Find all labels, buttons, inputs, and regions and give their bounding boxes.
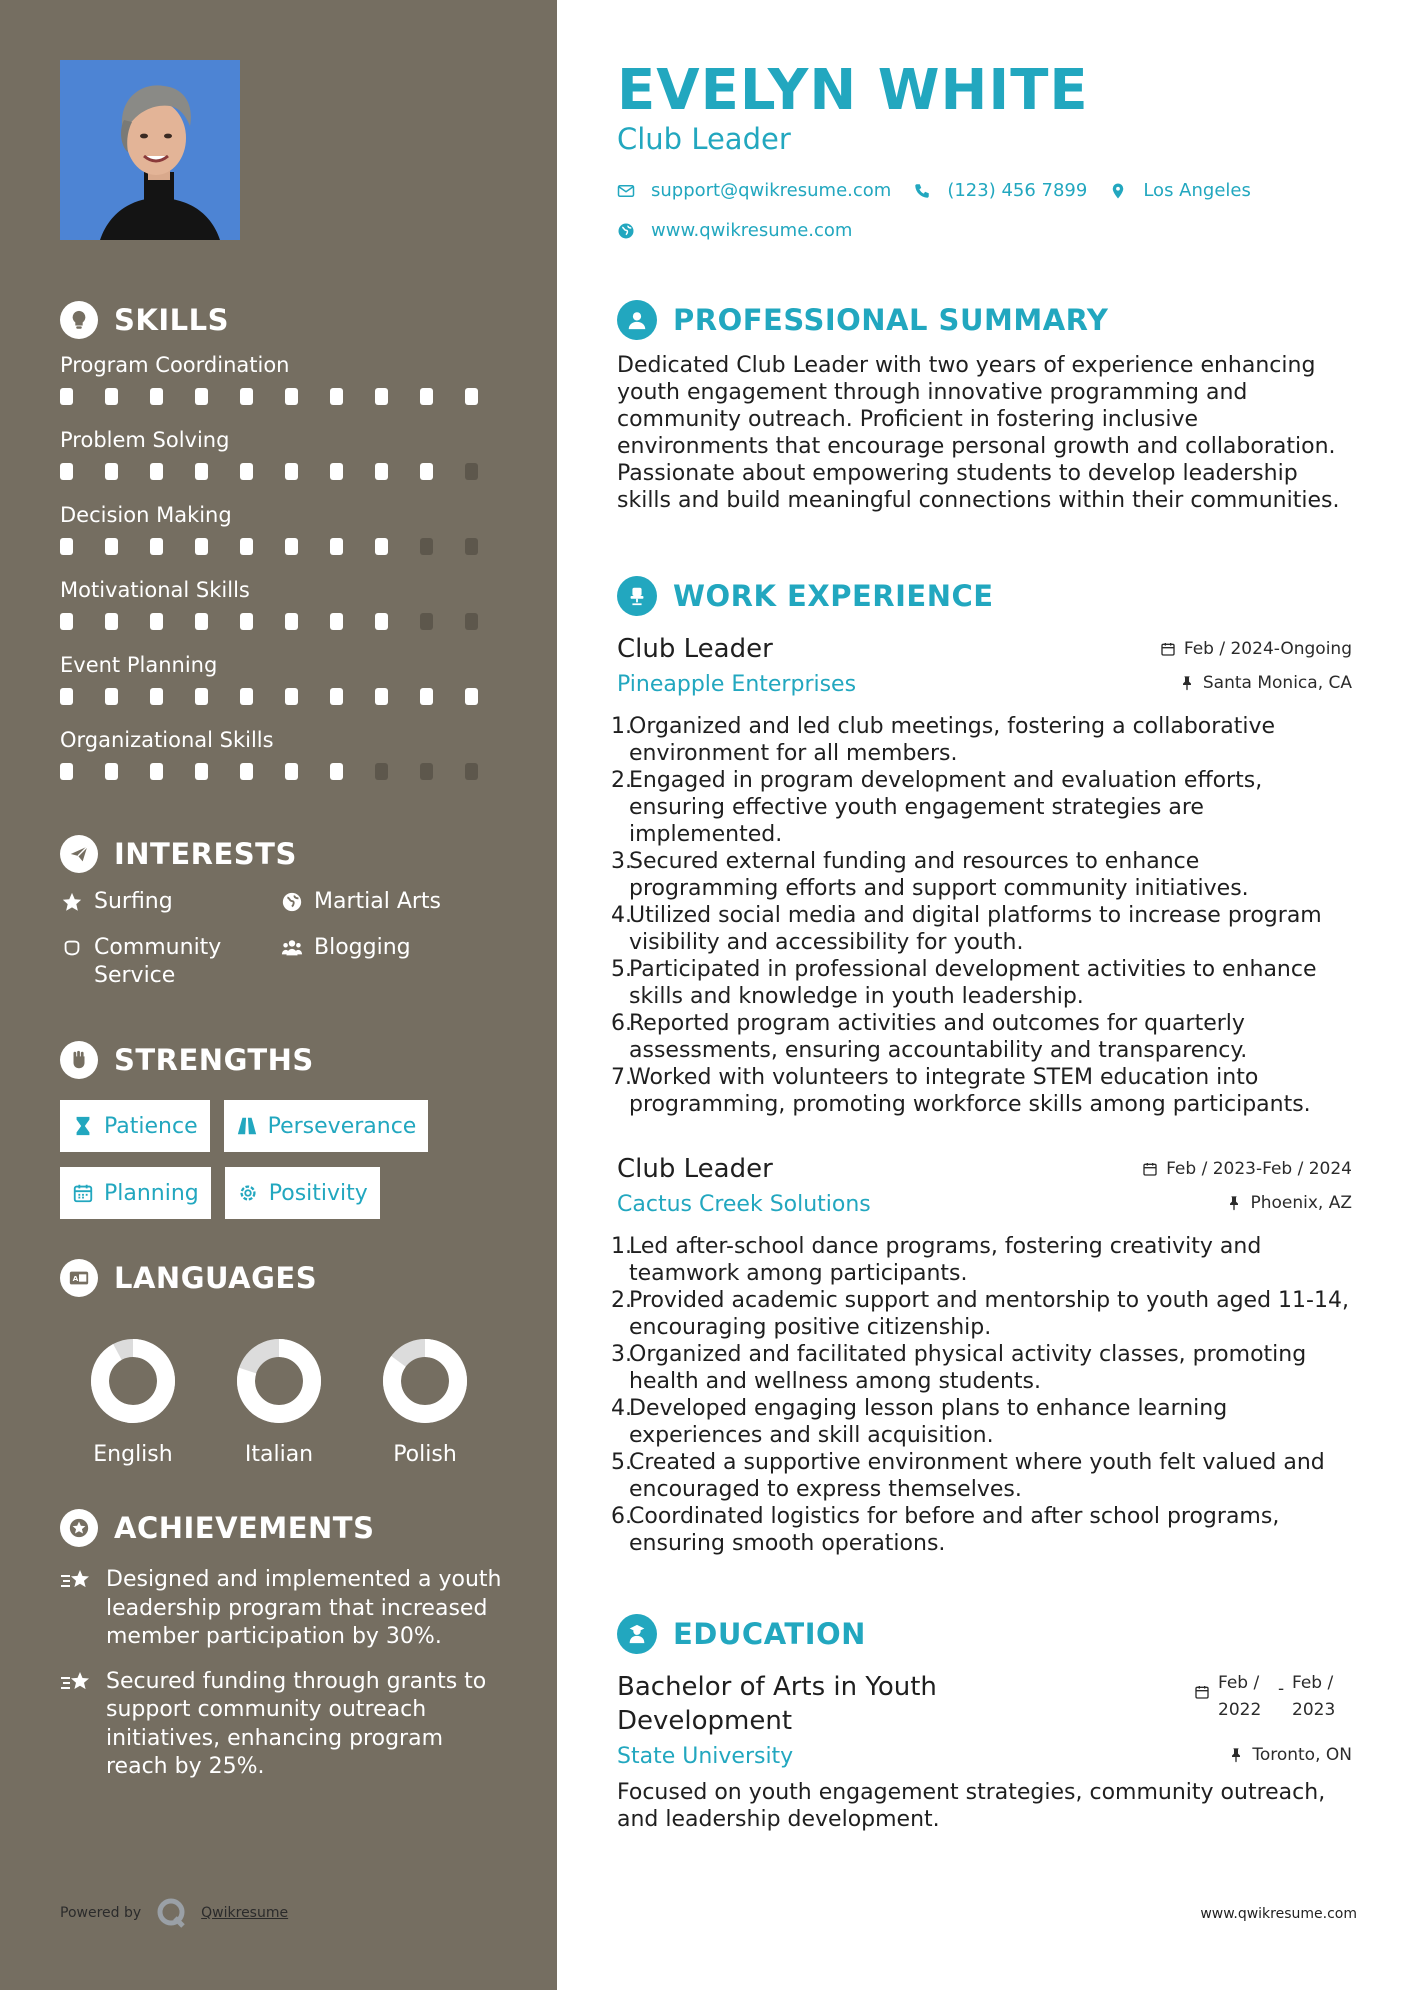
graduation-icon — [617, 1614, 657, 1654]
achievement-text: Secured funding through grants to support community outreach initiatives, enhancing program reach by 25%. — [106, 1668, 487, 1779]
globe-icon — [280, 888, 304, 916]
strength-chip — [60, 1167, 211, 1219]
job-dates-text: Feb / 2024-Ongoing — [1183, 639, 1352, 659]
bullet-number: 1. — [611, 1234, 632, 1259]
bullet-text: Developed engaging lesson plans to enhance learning experiences and skill acquisition. — [629, 1396, 1228, 1448]
bullet-number: 5. — [611, 1450, 632, 1475]
sidebar — [0, 0, 557, 1990]
education-end-month: Feb / — [1292, 1673, 1334, 1693]
bullet-number: 3. — [611, 1342, 632, 1367]
language-name: Polish — [393, 1442, 457, 1467]
skill-rating — [60, 388, 510, 405]
education-end-year: 2023 — [1292, 1700, 1336, 1720]
rating-dot-filled — [420, 388, 433, 405]
skill-name: Decision Making — [60, 503, 232, 527]
date-separator: - — [1278, 1679, 1285, 1699]
powered-by — [60, 1896, 288, 1930]
rating-dot-empty — [465, 613, 478, 630]
rating-dot-empty — [420, 538, 433, 555]
skill-name: Program Coordination — [60, 353, 290, 377]
job-location — [1179, 673, 1352, 693]
skill-rating — [60, 763, 510, 780]
users-icon — [280, 934, 304, 962]
footer-url[interactable]: www.qwikresume.com — [1200, 1906, 1357, 1922]
job-bullet — [611, 1341, 1352, 1395]
bullet-number: 6. — [611, 1011, 632, 1036]
rating-dot-filled — [105, 538, 118, 555]
rating-dot-filled — [330, 538, 343, 555]
bullet-number: 7. — [611, 1065, 632, 1090]
location-text: Los Angeles — [1143, 180, 1251, 201]
skills-header — [60, 300, 510, 340]
job-bullet — [611, 1449, 1352, 1503]
interests-title: INTERESTS — [114, 837, 297, 871]
bullet-number: 4. — [611, 1396, 632, 1421]
bullet-number: 2. — [611, 768, 632, 793]
gear-icon — [237, 1182, 259, 1204]
contact-row — [617, 180, 1251, 201]
rating-dot-empty — [465, 763, 478, 780]
bullet-text: Organized and facilitated physical activity classes, promoting health and wellness among students. — [629, 1342, 1307, 1394]
job-title-row — [617, 1154, 1352, 1184]
rating-dot-filled — [240, 688, 253, 705]
bullet-text: Engaged in program development and evaluation efforts, ensuring effective youth engagement strategies are implemented. — [629, 768, 1263, 847]
svg-text:A: A — [72, 1274, 79, 1284]
summary-text: Dedicated Club Leader with two years of experience enhancing youth engagement through innovative programming and community outreach. Proficient in fostering inclusive environments that encourage personal growth and collaboration. Passionate about empowering students to develop leadership skills and build meaningful connections within their communities. — [617, 353, 1340, 513]
job-bullet — [611, 1395, 1352, 1449]
school-name: State University — [617, 1744, 794, 1769]
jobs-list — [611, 634, 1352, 1557]
calendar-icon — [1160, 641, 1176, 657]
paper-plane-icon — [60, 835, 98, 873]
skills-title: SKILLS — [114, 303, 229, 337]
rating-dot-filled — [60, 538, 73, 555]
profile-photo — [60, 60, 240, 240]
qwikresume-logo-icon — [155, 1896, 189, 1930]
job-bullet — [611, 1287, 1352, 1341]
education-section — [617, 1612, 1352, 1833]
bullet-text: Organized and led club meetings, fostering a collaborative environment for all members. — [629, 714, 1276, 766]
skill-rating — [60, 613, 510, 630]
rating-dot-filled — [105, 463, 118, 480]
job-title-row — [617, 634, 1352, 664]
skill-item — [60, 575, 510, 650]
interest-label: Martial Arts — [314, 889, 442, 914]
job-bullet — [611, 713, 1352, 767]
pushpin-icon — [1179, 675, 1195, 691]
bullet-text: Utilized social media and digital platforms to increase program visibility and accessibility for youth. — [629, 903, 1322, 955]
bullet-text: Led after-school dance programs, fostering creativity and teamwork among participants. — [629, 1234, 1262, 1286]
rating-dot-filled — [375, 388, 388, 405]
education-start — [1218, 1670, 1278, 1724]
phone-icon — [913, 182, 931, 200]
bullet-text: Secured external funding and resources to enhance programming efforts and support community initiatives. — [629, 849, 1249, 901]
summary-section — [617, 298, 1352, 514]
rating-dot-empty — [420, 763, 433, 780]
skill-name: Motivational Skills — [60, 578, 250, 602]
rating-dot-filled — [105, 613, 118, 630]
rating-dot-filled — [150, 613, 163, 630]
bullet-text: Participated in professional development activities to enhance skills and knowledge in youth leadership. — [629, 957, 1317, 1009]
hourglass-icon — [72, 1115, 94, 1137]
star-icon — [60, 888, 84, 916]
job-location — [1226, 1193, 1352, 1213]
bullet-text: Coordinated logistics for before and after school programs, ensuring smooth operations. — [629, 1504, 1280, 1556]
rating-dot-filled — [60, 688, 73, 705]
job-bullet — [611, 1064, 1352, 1118]
degree-line-2: Development — [617, 1706, 793, 1736]
strength-label: Perseverance — [267, 1113, 417, 1139]
skills-list — [60, 350, 510, 800]
summary-header — [617, 298, 1352, 342]
strength-chip — [60, 1100, 210, 1152]
job-bullet — [611, 956, 1352, 1010]
job-bullet — [611, 1010, 1352, 1064]
job-title: Club Leader — [617, 634, 773, 664]
education-location-text: Toronto, ON — [1252, 1745, 1352, 1765]
strength-label: Positivity — [268, 1180, 368, 1206]
experience-section — [611, 574, 1352, 1557]
job-location-text: Santa Monica, CA — [1202, 673, 1352, 693]
rating-dot-filled — [285, 688, 298, 705]
fist-icon — [60, 1041, 98, 1079]
interest-label: Surfing — [94, 889, 173, 914]
rating-dot-filled — [195, 463, 208, 480]
website-link[interactable]: www.qwikresume.com — [651, 220, 853, 241]
job-entry — [611, 634, 1352, 1118]
job-dates — [1142, 1159, 1352, 1179]
rating-dot-filled — [150, 763, 163, 780]
education-start-year: 2022 — [1218, 1700, 1262, 1720]
job-company-row — [617, 1192, 1352, 1217]
rating-dot-filled — [375, 613, 388, 630]
degree-line-1: Bachelor of Arts in Youth — [617, 1672, 937, 1702]
rating-dot-filled — [240, 763, 253, 780]
pushpin-icon — [1228, 1747, 1244, 1763]
calendar-icon — [1142, 1161, 1158, 1177]
bullet-text: Created a supportive environment where youth felt valued and encouraged to express themselves. — [629, 1450, 1325, 1502]
bullet-number: 4. — [611, 903, 632, 928]
education-start-month: Feb / — [1218, 1673, 1260, 1693]
education-dates — [1194, 1670, 1352, 1724]
rating-dot-filled — [60, 463, 73, 480]
bullet-number: 1. — [611, 714, 632, 739]
interest-item — [280, 934, 510, 990]
interests-list — [60, 888, 510, 990]
strengths-section — [60, 1040, 510, 1234]
rating-dot-filled — [150, 538, 163, 555]
phone-text: (123) 456 7899 — [947, 180, 1088, 201]
rating-dot-filled — [330, 688, 343, 705]
achievements-section — [60, 1508, 510, 1798]
rating-dot-filled — [285, 613, 298, 630]
rating-dot-filled — [330, 463, 343, 480]
job-location-text: Phoenix, AZ — [1250, 1193, 1352, 1213]
achievements-title: ACHIEVEMENTS — [114, 1511, 375, 1545]
strength-label: Planning — [104, 1180, 199, 1206]
strength-chip — [224, 1100, 429, 1152]
experience-header — [617, 574, 1352, 618]
bullet-number: 6. — [611, 1504, 632, 1529]
rating-dot-filled — [195, 688, 208, 705]
education-end — [1292, 1670, 1352, 1724]
interest-item — [60, 934, 280, 990]
education-text: Focused on youth engagement strategies, community outreach, and leadership development. — [617, 1780, 1326, 1832]
interest-label: Blogging — [314, 935, 411, 960]
rating-dot-filled — [285, 388, 298, 405]
strength-label: Patience — [104, 1113, 198, 1139]
rating-dot-filled — [150, 463, 163, 480]
interests-header — [60, 834, 510, 874]
office-chair-icon — [617, 576, 657, 616]
summary-title: PROFESSIONAL SUMMARY — [673, 303, 1109, 337]
education-row — [617, 1670, 1352, 1738]
achievement-item — [60, 1668, 510, 1782]
school-row — [617, 1744, 1352, 1769]
job-bullets — [611, 713, 1352, 1118]
bullet-number: 3. — [611, 849, 632, 874]
languages-section — [60, 1258, 510, 1467]
skill-item — [60, 500, 510, 575]
job-entry — [611, 1154, 1352, 1557]
rating-dot-empty — [465, 463, 478, 480]
strengths-title: STRENGTHS — [114, 1043, 314, 1077]
job-title: Club Leader — [617, 1154, 773, 1184]
job-bullet — [611, 767, 1352, 848]
rating-dot-empty — [465, 538, 478, 555]
rating-dot-filled — [240, 613, 253, 630]
experience-title: WORK EXPERIENCE — [673, 579, 994, 613]
skill-item — [60, 725, 510, 800]
skill-item — [60, 350, 510, 425]
interest-item — [280, 888, 510, 916]
rating-dot-filled — [330, 388, 343, 405]
language-proficiency-ring — [382, 1338, 468, 1424]
rating-dot-filled — [195, 388, 208, 405]
envelope-icon — [617, 182, 635, 200]
languages-title: LANGUAGES — [114, 1261, 318, 1295]
rating-dot-filled — [240, 538, 253, 555]
bullet-text: Reported program activities and outcomes for quarterly assessments, ensuring accountability and transparency. — [629, 1011, 1248, 1063]
hand-icon — [60, 934, 84, 962]
lightbulb-icon — [60, 301, 98, 339]
skills-section — [60, 300, 510, 800]
rating-dot-filled — [60, 613, 73, 630]
pushpin-icon — [1226, 1195, 1242, 1211]
rating-dot-filled — [465, 688, 478, 705]
achievement-text: Designed and implemented a youth leadership program that increased member participation by 30%. — [106, 1567, 502, 1649]
rating-dot-filled — [195, 613, 208, 630]
languages-list — [60, 1338, 510, 1467]
job-bullet — [611, 848, 1352, 902]
rating-dot-filled — [330, 613, 343, 630]
rating-dot-filled — [240, 463, 253, 480]
degree-title — [617, 1670, 937, 1738]
job-bullets — [611, 1233, 1352, 1557]
interests-section — [60, 834, 510, 990]
rating-dot-filled — [420, 688, 433, 705]
star-badge-icon — [60, 1509, 98, 1547]
globe-icon — [617, 222, 635, 240]
strength-chip — [225, 1167, 380, 1219]
interest-item — [60, 888, 280, 916]
shooting-star-icon — [60, 1566, 94, 1596]
rating-dot-filled — [60, 763, 73, 780]
rating-dot-empty — [375, 763, 388, 780]
rating-dot-filled — [420, 463, 433, 480]
website-row — [617, 220, 852, 241]
bullet-number: 5. — [611, 957, 632, 982]
candidate-role: Club Leader — [617, 122, 791, 156]
skill-name: Organizational Skills — [60, 728, 274, 752]
rating-dot-filled — [285, 538, 298, 555]
rating-dot-filled — [150, 388, 163, 405]
achievements-list — [60, 1566, 510, 1782]
education-location — [1228, 1745, 1352, 1765]
rating-dot-filled — [105, 688, 118, 705]
languages-header — [60, 1258, 510, 1298]
skill-rating — [60, 463, 510, 480]
job-bullet — [611, 902, 1352, 956]
job-bullet — [611, 1503, 1352, 1557]
rating-dot-filled — [375, 688, 388, 705]
language-icon — [60, 1259, 98, 1297]
calendar-icon — [1194, 1684, 1210, 1700]
map-pin-icon — [1109, 182, 1127, 200]
rating-dot-filled — [465, 388, 478, 405]
achievement-item — [60, 1566, 510, 1652]
rating-dot-filled — [150, 688, 163, 705]
rating-dot-filled — [60, 388, 73, 405]
skill-rating — [60, 538, 510, 555]
language-proficiency-ring — [236, 1338, 322, 1424]
interest-label: Community Service — [94, 935, 222, 988]
bullet-number: 2. — [611, 1288, 632, 1313]
rating-dot-filled — [195, 763, 208, 780]
job-dates-text: Feb / 2023-Feb / 2024 — [1166, 1159, 1352, 1179]
email-link[interactable]: support@qwikresume.com — [651, 180, 892, 201]
rating-dot-empty — [420, 613, 433, 630]
skill-rating — [60, 688, 510, 705]
candidate-name: EVELYN WHITE — [617, 58, 1089, 123]
strengths-header — [60, 1040, 510, 1080]
language-name: Italian — [244, 1442, 314, 1467]
qwikresume-link[interactable]: Qwikresume — [201, 1905, 289, 1921]
job-dates — [1160, 639, 1352, 659]
rating-dot-filled — [195, 538, 208, 555]
education-title: EDUCATION — [673, 1617, 866, 1651]
skill-item — [60, 425, 510, 500]
user-icon — [617, 300, 657, 340]
ring-fill — [100, 1348, 166, 1414]
company-name: Cactus Creek Solutions — [617, 1192, 871, 1217]
language-item — [206, 1338, 352, 1467]
rating-dot-filled — [375, 538, 388, 555]
bullet-text: Provided academic support and mentorship to youth aged 11-14, encouraging positive citizenship. — [629, 1288, 1349, 1340]
language-proficiency-ring — [90, 1338, 176, 1424]
achievements-header — [60, 1508, 510, 1548]
language-item — [60, 1338, 206, 1467]
skill-name: Problem Solving — [60, 428, 230, 452]
skill-item — [60, 650, 510, 725]
rating-dot-filled — [285, 763, 298, 780]
calendar-icon — [72, 1182, 94, 1204]
skill-name: Event Planning — [60, 653, 218, 677]
job-company-row — [617, 672, 1352, 697]
rating-dot-filled — [330, 763, 343, 780]
powered-by-label: Powered by — [60, 1905, 142, 1921]
rating-dot-filled — [105, 388, 118, 405]
education-header — [617, 1612, 1352, 1656]
bullet-text: Worked with volunteers to integrate STEM education into programming, promoting workforce skills among participants. — [629, 1065, 1311, 1117]
language-name: English — [93, 1442, 173, 1467]
shooting-star-icon — [60, 1668, 94, 1698]
rating-dot-filled — [285, 463, 298, 480]
rating-dot-filled — [375, 463, 388, 480]
job-bullet — [611, 1233, 1352, 1287]
language-item — [352, 1338, 498, 1467]
strengths-list — [60, 1100, 510, 1234]
rating-dot-filled — [105, 763, 118, 780]
company-name: Pineapple Enterprises — [617, 672, 857, 697]
road-icon — [236, 1115, 258, 1137]
rating-dot-filled — [240, 388, 253, 405]
